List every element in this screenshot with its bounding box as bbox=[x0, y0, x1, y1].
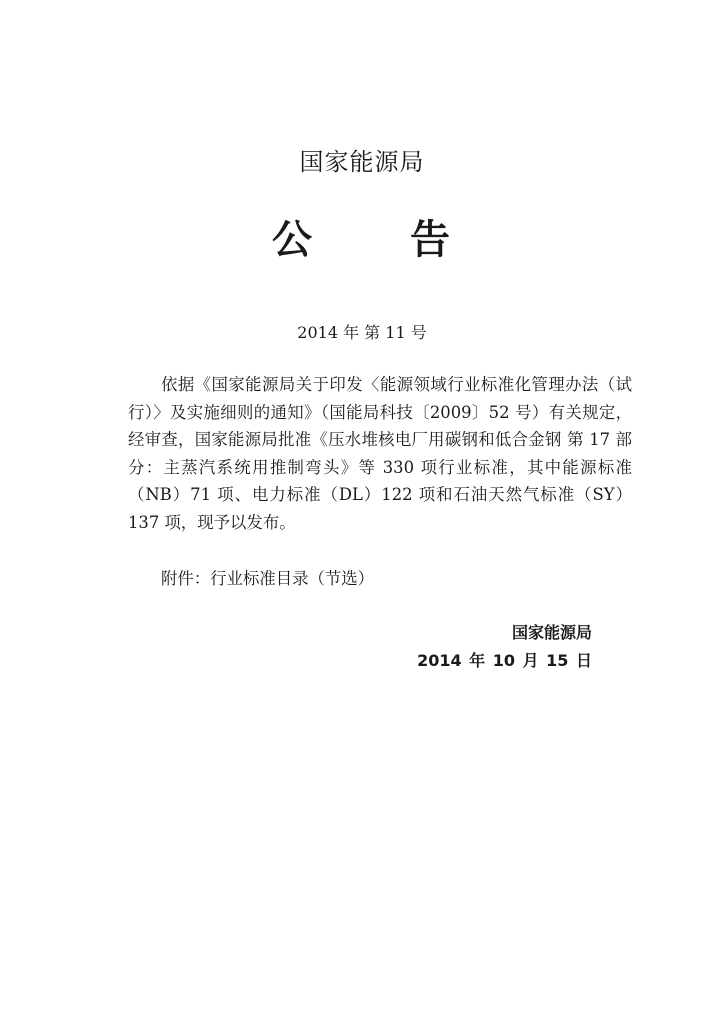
signature-organization: 国家能源局 bbox=[511, 623, 592, 642]
notice-title bbox=[0, 208, 724, 265]
attachment-line: 附件：行业标准目录（节选） bbox=[161, 569, 375, 588]
notice-title-char-1: 公 bbox=[272, 217, 314, 263]
issuer-heading: 国家能源局 bbox=[299, 148, 425, 176]
signature-date: 2014 年 10 月 15 日 bbox=[417, 651, 592, 670]
body-paragraph: 依据《国家能源局关于印发〈能源领域行业标准化管理办法（试行）〉及实施细则的通知》（国能局科技〔2009〕52 号）有关规定，经审查，国家能源局批准《压水堆核电厂用碳钢和低合金钢 第 17 部分：主蒸汽系统用推制弯头》等 330 项行业标准，其中能源标准（NB）71 项、电力标准（DL）122 项和石油天然气标准（SY）137 项，现予以发布。 bbox=[128, 375, 632, 532]
notice-title-char-2: 告 bbox=[410, 217, 452, 263]
document-number: 2014 年 第 11 号 bbox=[297, 323, 427, 342]
